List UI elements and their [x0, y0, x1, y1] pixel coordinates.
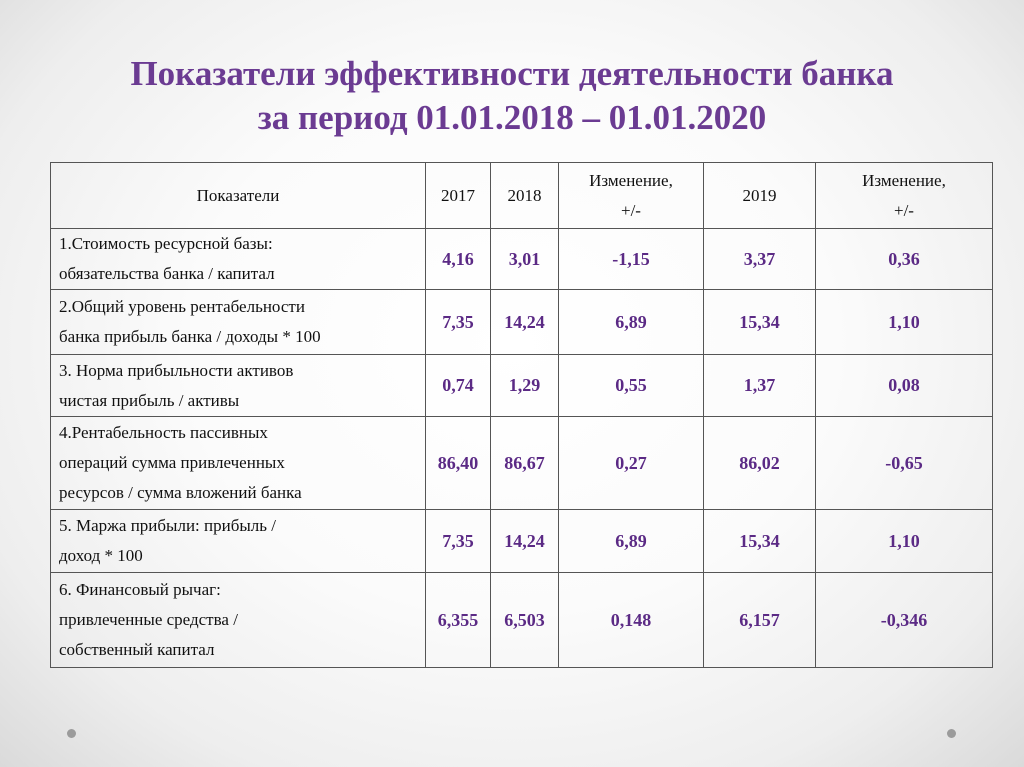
table-row — [51, 573, 993, 668]
value-cell: 6,157 — [704, 573, 816, 668]
value-cell: 7,35 — [426, 510, 491, 573]
value-cell: 1,29 — [491, 355, 559, 417]
value-cell: -1,15 — [559, 229, 704, 290]
value-cell: 6,503 — [491, 573, 559, 668]
value-cell: -0,65 — [816, 417, 993, 510]
corner-dot-right — [947, 729, 956, 738]
value-cell: 6,89 — [559, 290, 704, 355]
header-cell: Изменение, +/- — [816, 163, 993, 229]
indicators-table — [50, 162, 993, 668]
header-cell: 2017 — [426, 163, 491, 229]
value-cell: 86,02 — [704, 417, 816, 510]
table-row — [51, 510, 993, 573]
value-cell: 15,34 — [704, 290, 816, 355]
value-cell: 14,24 — [491, 290, 559, 355]
header-cell: Показатели — [51, 163, 426, 229]
value-cell: 1,10 — [816, 290, 993, 355]
title-line-1: Показатели эффективности деятельности банка — [130, 54, 894, 93]
value-cell: 6,355 — [426, 573, 491, 668]
header-cell: Изменение, +/- — [559, 163, 704, 229]
table-header-row — [51, 163, 993, 229]
value-cell: 7,35 — [426, 290, 491, 355]
table-row — [51, 417, 993, 510]
value-cell: 0,27 — [559, 417, 704, 510]
value-cell: 14,24 — [491, 510, 559, 573]
value-cell: 86,40 — [426, 417, 491, 510]
value-cell: 3,37 — [704, 229, 816, 290]
table-row — [51, 290, 993, 355]
table-row — [51, 229, 993, 290]
header-cell: 2019 — [704, 163, 816, 229]
value-cell: 1,37 — [704, 355, 816, 417]
row-label: 2.Общий уровень рентабельности банка прибыль банка / доходы * 100 — [51, 290, 426, 355]
value-cell: 0,08 — [816, 355, 993, 417]
row-label: 6. Финансовый рычаг: привлеченные средства / собственный капитал — [51, 573, 426, 668]
value-cell: -0,346 — [816, 573, 993, 668]
value-cell: 0,55 — [559, 355, 704, 417]
corner-dot-left — [67, 729, 76, 738]
row-label: 5. Маржа прибыли: прибыль / доход * 100 — [51, 510, 426, 573]
table-row — [51, 355, 993, 417]
value-cell: 0,36 — [816, 229, 993, 290]
row-label: 4.Рентабельность пассивных операций сумма привлеченных ресурсов / сумма вложений банка — [51, 417, 426, 510]
row-label: 3. Норма прибыльности активов чистая прибыль / активы — [51, 355, 426, 417]
value-cell: 15,34 — [704, 510, 816, 573]
value-cell: 3,01 — [491, 229, 559, 290]
row-label: 1.Стоимость ресурсной базы: обязательства банка / капитал — [51, 229, 426, 290]
header-cell: 2018 — [491, 163, 559, 229]
page-title — [0, 52, 1024, 140]
value-cell: 4,16 — [426, 229, 491, 290]
value-cell: 86,67 — [491, 417, 559, 510]
value-cell: 0,74 — [426, 355, 491, 417]
title-line-2: за период 01.01.2018 – 01.01.2020 — [257, 98, 767, 137]
value-cell: 1,10 — [816, 510, 993, 573]
value-cell: 6,89 — [559, 510, 704, 573]
value-cell: 0,148 — [559, 573, 704, 668]
